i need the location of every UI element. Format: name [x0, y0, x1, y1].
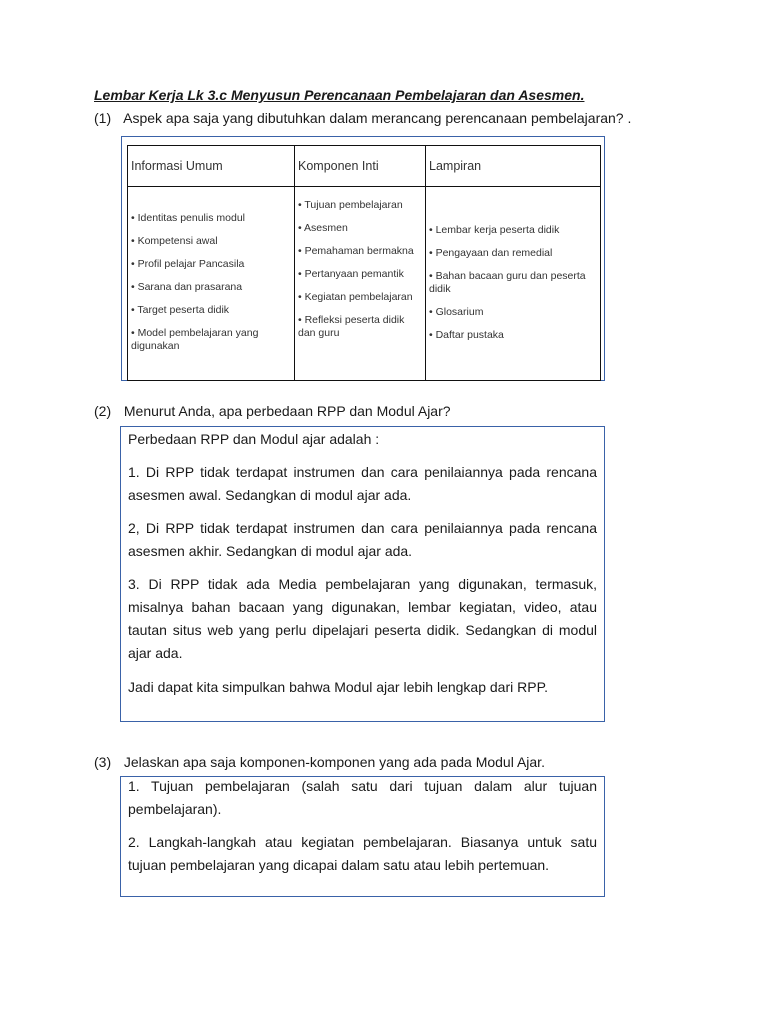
table-column-informasi-umum: [128, 146, 295, 380]
aspects-table-box: [121, 136, 605, 381]
answer-paragraph: 1. Di RPP tidak terdapat instrumen dan cara penilaiannya pada rencana asesmen awal. Sedangkan di modul ajar ada.: [128, 464, 597, 503]
list-item: • Bahan bacaan guru dan peserta didik: [429, 270, 598, 296]
table-column-header: Komponen Inti: [295, 146, 425, 187]
list-item: • Identitas penulis modul: [131, 212, 292, 225]
answer-box-2: [120, 426, 605, 722]
question-text: Menurut Anda, apa perbedaan RPP dan Modul Ajar?: [123, 403, 451, 419]
answer-conclusion: Jadi dapat kita simpulkan bahwa Modul ajar lebih lengkap dari RPP.: [128, 679, 548, 695]
table-column-header: Lampiran: [426, 146, 600, 187]
list-item: • Daftar pustaka: [429, 329, 598, 342]
table-column-header: Informasi Umum: [128, 146, 294, 187]
list-item: • Model pembelajaran yang digunakan: [131, 327, 292, 353]
table-column-komponen-inti: [295, 146, 426, 380]
question-number: (3): [94, 754, 112, 770]
table-column-list: [295, 199, 425, 350]
list-item: • Kegiatan pembelajaran: [298, 291, 423, 304]
list-item: • Pengayaan dan remedial: [429, 247, 598, 260]
answer-paragraph: 3. Di RPP tidak ada Media pembelajaran yang digunakan, termasuk, misalnya bahan bacaan yang digunakan, lembar kegiatan, video, atau tautan situs web yang perlu dipelajari peserta didik. Sedangkan di modul ajar ada.: [128, 576, 597, 661]
question-text: Jelaskan apa saja komponen-komponen yang ada pada Modul Ajar.: [123, 754, 545, 770]
list-item: • Tujuan pembelajaran: [298, 199, 423, 212]
list-item: • Pemahaman bermakna: [298, 245, 423, 258]
list-item: • Target peserta didik: [131, 304, 292, 317]
list-item: • Pertanyaan pemantik: [298, 268, 423, 281]
list-item: • Sarana dan prasarana: [131, 281, 292, 294]
aspects-table: [127, 145, 601, 381]
list-item: • Asesmen: [298, 222, 423, 235]
question-2: [94, 403, 451, 419]
list-item: • Refleksi peserta didik dan guru: [298, 314, 423, 340]
list-item: • Kompetensi awal: [131, 235, 292, 248]
question-1: [94, 110, 631, 126]
answer-paragraph: 2, Di RPP tidak terdapat instrumen dan cara penilaiannya pada rencana asesmen akhir. Sedangkan di modul ajar ada.: [128, 520, 597, 559]
answer-box-3: [120, 776, 605, 897]
question-number: (2): [94, 403, 112, 419]
answer-intro: Perbedaan RPP dan Modul ajar adalah :: [128, 431, 380, 447]
question-text: Aspek apa saja yang dibutuhkan dalam merancang perencanaan pembelajaran? .: [123, 110, 632, 126]
answer-paragraph: 1. Tujuan pembelajaran (salah satu dari tujuan dalam alur tujuan pembelajaran).: [128, 778, 597, 817]
list-item: • Glosarium: [429, 306, 598, 319]
table-column-list: [426, 224, 600, 352]
worksheet-title: Lembar Kerja Lk 3.c Menyusun Perencanaan Pembelajaran dan Asesmen.: [94, 87, 585, 103]
table-column-list: [128, 212, 294, 363]
list-item: • Profil pelajar Pancasila: [131, 258, 292, 271]
answer-paragraph: 2. Langkah-langkah atau kegiatan pembelajaran. Biasanya untuk satu tujuan pembelajaran yang dicapai dalam satu atau lebih pertemuan.: [128, 834, 597, 873]
list-item: • Lembar kerja peserta didik: [429, 224, 598, 237]
question-number: (1): [94, 110, 112, 126]
question-3: [94, 754, 545, 770]
table-column-lampiran: [426, 146, 600, 380]
